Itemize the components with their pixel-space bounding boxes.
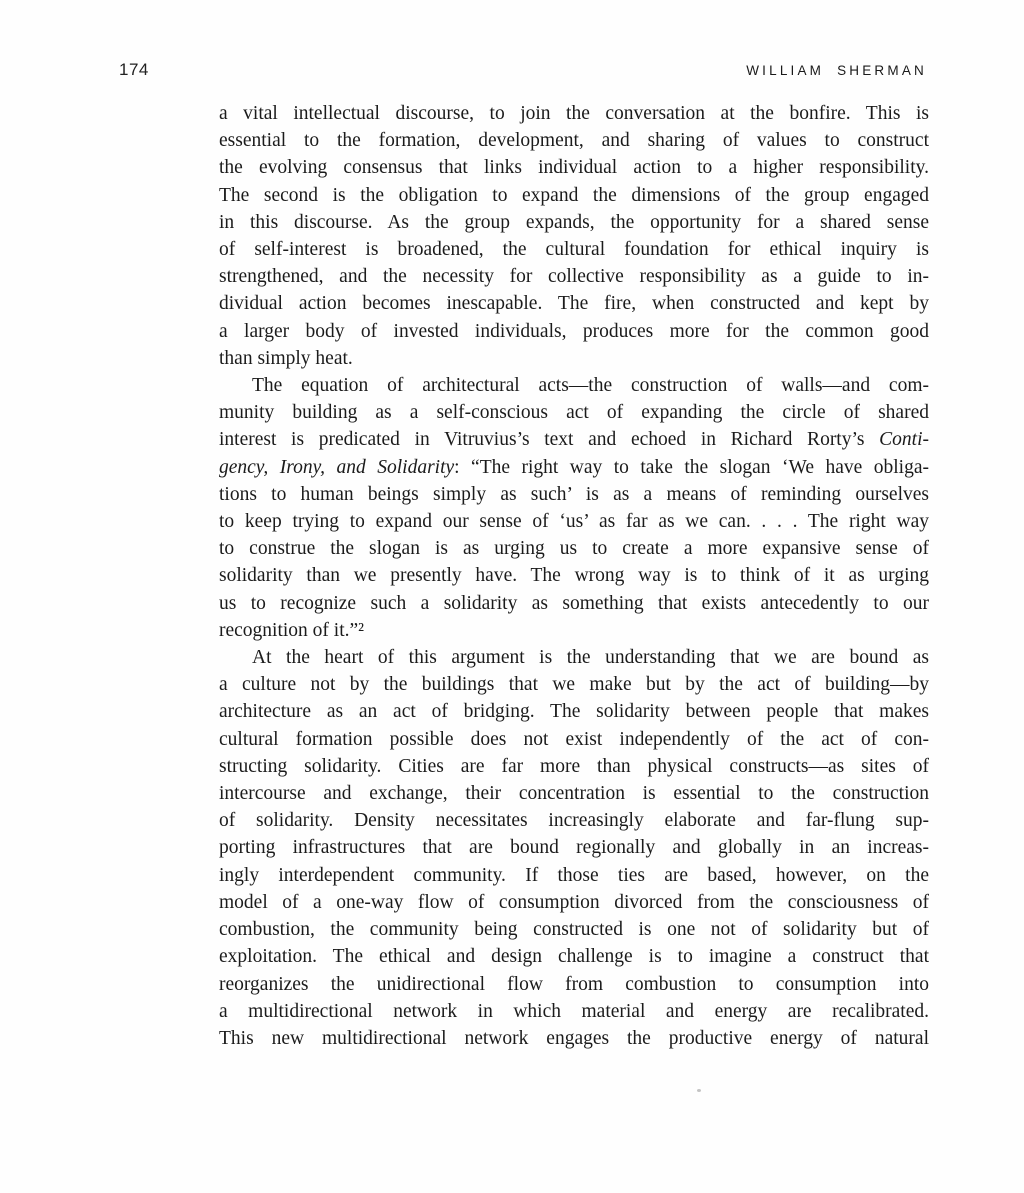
text-line: The equation of architectural acts—the construction of walls—and com- [252,375,929,397]
scan-speck [697,1089,701,1092]
paragraph [219,372,929,644]
paragraph [219,100,929,372]
text-line: The second is the obligation to expand the dimensions of the group engaged [219,184,929,206]
text-line: a multidirectional network in which material and energy are recalibrated. [219,1000,929,1022]
text-line: recognition of it.”² [219,619,365,641]
text-line: essential to the formation, development, and sharing of values to construct [219,130,929,152]
text-line: cultural formation possible does not exist independently of the act of con- [219,728,929,750]
text-line: a vital intellectual discourse, to join the conversation at the bonfire. This is [219,103,929,124]
text-block [219,100,929,1052]
text-line: intercourse and exchange, their concentration is essential to the construction [219,783,929,805]
text-line: us to recognize such a solidarity as something that exists antecedently to our [219,592,929,614]
text-line: to keep trying to expand our sense of ‘us’ as far as we can. . . . The right way [219,511,929,533]
text-line: interest is predicated in Vitruvius’s text and echoed in Richard Rorty’s Conti- [219,429,929,451]
paragraph [219,644,929,1052]
text-line: of self-interest is broadened, the cultural foundation for ethical inquiry is [219,239,929,261]
text-line: tions to human beings simply as such’ is as a means of reminding ourselves [219,483,929,505]
running-header: WILLIAM SHERMAN [746,63,927,78]
text-line: strengthened, and the necessity for collective responsibility as a guide to in- [219,266,929,288]
text-line: structing solidarity. Cities are far more than physical constructs—as sites of [219,755,929,777]
page-number: 174 [119,60,149,79]
text-line: architecture as an act of bridging. The solidarity between people that makes [219,701,929,723]
text-line: dividual action becomes inescapable. The fire, when constructed and kept by [219,293,929,315]
text-line: At the heart of this argument is the understanding that we are bound as [252,647,929,669]
text-line: than simply heat. [219,347,353,369]
text-line: munity building as a self-conscious act of expanding the circle of shared [219,402,929,424]
text-line: a larger body of invested individuals, produces more for the common good [219,320,929,342]
text-line: reorganizes the unidirectional flow from combustion to consumption into [219,973,929,995]
text-line: This new multidirectional network engages the productive energy of natural [219,1027,929,1049]
text-line: model of a one-way flow of consumption divorced from the consciousness of [219,891,929,913]
text-line: gency, Irony, and Solidarity: “The right way to take the slogan ‘We have obliga- [219,456,929,478]
text-line: to construe the slogan is as urging us to create a more expansive sense of [219,538,929,560]
text-line: porting infrastructures that are bound regionally and globally in an increas- [219,837,929,859]
text-line: a culture not by the buildings that we make but by the act of building—by [219,674,929,696]
text-line: in this discourse. As the group expands, the opportunity for a shared sense [219,211,929,233]
text-line: of solidarity. Density necessitates increasingly elaborate and far-flung sup- [219,810,929,832]
text-line: exploitation. The ethical and design challenge is to imagine a construct that [219,946,929,968]
text-line: combustion, the community being constructed is one not of solidarity but of [219,919,929,941]
text-line: ingly interdependent community. If those ties are based, however, on the [219,864,929,886]
text-line: solidarity than we presently have. The wrong way is to think of it as urging [219,565,929,587]
text-line: the evolving consensus that links individual action to a higher responsibility. [219,157,929,179]
